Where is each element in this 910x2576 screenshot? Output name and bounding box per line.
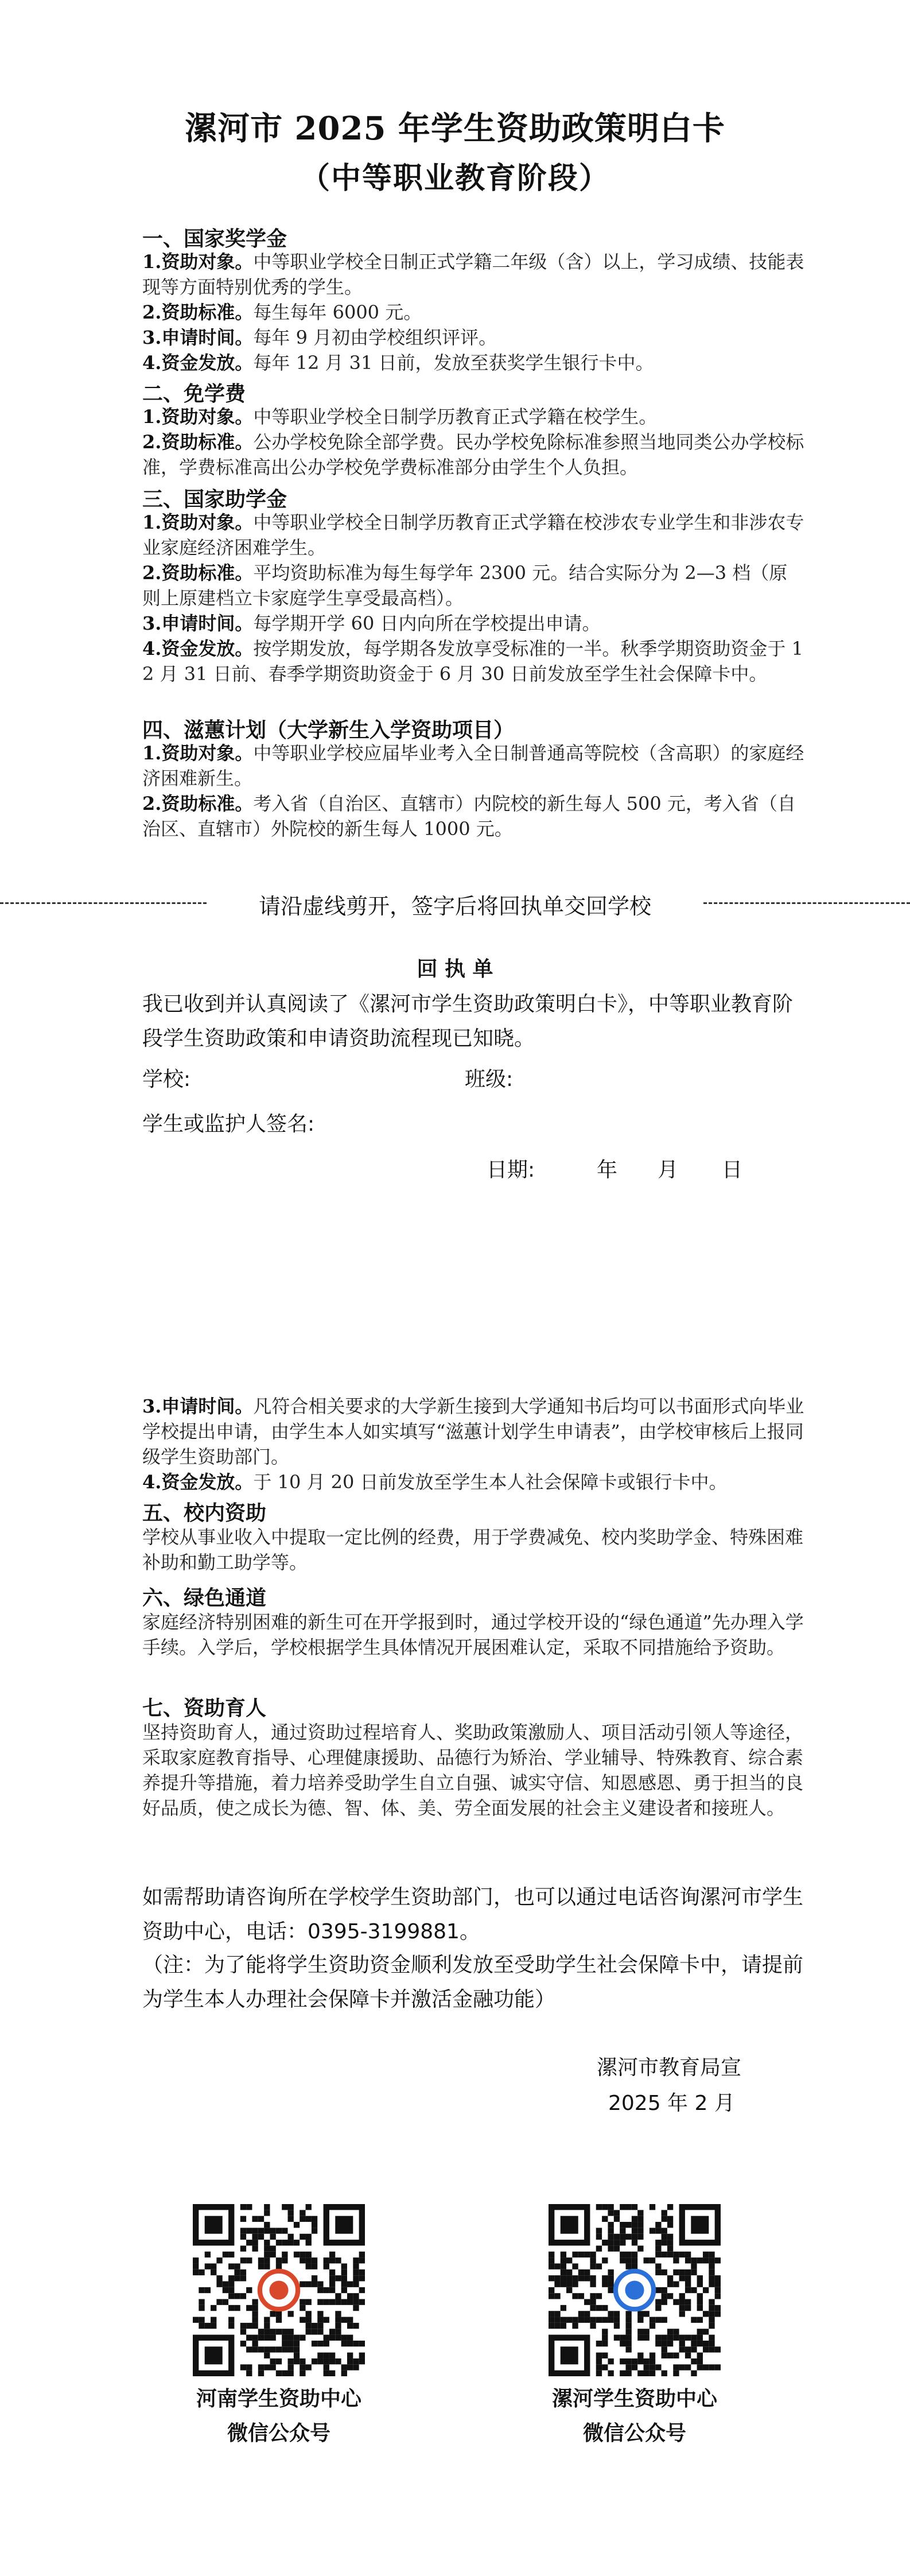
day-label: 日 [722,1158,743,1182]
item-text: 于 10 月 20 日前发放至学生本人社会保障卡或银行卡中。 [253,1471,728,1493]
item-label: 1.资助对象。 [142,251,254,273]
item-label: 1.资助对象。 [142,742,254,764]
policy-item [142,325,805,350]
section-heading-zihui-plan: 四、滋蕙计划（大学新生入学资助项目） [142,719,515,742]
item-label: 2.资助标准。 [142,301,254,323]
item-label: 2.资助标准。 [142,431,254,453]
policy-item [142,300,805,325]
qr-label-line1: 漯河学生资助中心 [551,2387,717,2411]
date-label: 日期: [487,1158,535,1182]
issuer: 漯河市教育局宣 [597,2056,742,2080]
cut-instruction: 请沿虚线剪开，签字后将回执单交回学校 [255,894,655,919]
qr-label-line2: 微信公众号 [227,2422,330,2445]
page-subtitle: （中等职业教育阶段） [300,161,610,196]
item-label: 1.资助对象。 [142,511,254,533]
qr-label-line1: 河南学生资助中心 [196,2387,361,2411]
contact-info: 如需帮助请咨询所在学校学生资助部门，也可以通过电话咨询漯河市学生资助中心，电话：0395-3199881。 [142,1886,804,1943]
section-heading-tuition-exemption: 二、免学费 [142,382,246,406]
item-label: 3.申请时间。 [142,327,254,348]
section-text: 家庭经济特别困难的新生可在开学报到时，通过学校开设的“绿色通道”先办理入学手续。入学后，学校根据学生具体情况开展困难认定，采取不同措施给予资助。 [142,1611,804,1658]
policy-item [142,636,805,686]
item-label: 4.资金发放。 [142,352,254,374]
section-heading-school-aid: 五、校内资助 [142,1502,267,1525]
item-text: 每年 12 月 31 日前，发放至获奖学生银行卡中。 [253,352,654,374]
qr-label-line2: 微信公众号 [582,2422,686,2445]
qr-label-henan [158,2382,399,2451]
month-label: 月 [658,1158,679,1182]
class-label: 班级: [465,1068,514,1091]
year-label: 年 [597,1158,618,1182]
policy-item [142,560,805,611]
item-label: 1.资助对象。 [142,406,254,428]
section-heading-national-grant: 三、国家助学金 [142,488,287,511]
policy-item [142,740,805,791]
section-text: 学校从事业收入中提取一定比例的经费，用于学费减免、校内奖助学金、特殊困难补助和勤工助学等。 [142,1526,804,1573]
policy-item [142,249,805,300]
issue-date: 2025 年 2 月 [608,2092,735,2115]
policy-item [142,429,805,480]
item-text: 凡符合相关要求的大学新生接到大学通知书后均可以书面形式向毕业学校提出申请，由学生本人如实填写“滋蕙计划学生申请表”，由学校审核后上报同级学生资助部门。 [142,1395,804,1468]
policy-item [142,510,805,560]
item-text: 中等职业学校全日制学历教育正式学籍在校涉农专业学生和非涉农专业家庭经济困难学生。 [142,511,804,558]
policy-item [142,404,805,429]
page-title: 漯河市 2025 年学生资助政策明白卡 [185,110,725,148]
section-heading-national-scholarship: 一、国家奖学金 [142,227,287,251]
item-text: 中等职业学校全日制正式学籍二年级（含）以上，学习成绩、技能表现等方面特别优秀的学生。 [142,251,804,298]
item-text: 考入省（自治区、直辖市）内院校的新生每人 500 元，考入省（自治区、直辖市）外院校的新生每人 1000 元。 [142,793,796,840]
item-text: 按学期发放，每学期各发放享受标准的一半。秋季学期资助资金于 12 月 31 日前、春季学期资助资金于 6 月 30 日前发放至学生社会保障卡中。 [142,638,803,685]
section-heading-green-channel: 六、绿色通道 [142,1586,267,1610]
policy-item [142,791,805,841]
item-text: 公办学校免除全部学费。民办学校免除标准参照当地同类公办学校标准，学费标准高出公办学校免学费标准部分由学生个人负担。 [142,431,804,478]
qr-code-icon [549,2204,721,2376]
policy-item [142,1469,805,1495]
policy-item [142,350,805,375]
item-text: 每生每年 6000 元。 [253,301,422,323]
cut-line [0,885,910,920]
item-label: 2.资助标准。 [142,793,254,814]
receipt-statement-text: 我已收到并认真阅读了《漯河市学生资助政策明白卡》，中等职业教育阶段学生资助政策和申请资助流程现已知晓。 [142,992,794,1050]
item-text: 每学期开学 60 日内向所在学校提出申请。 [253,612,601,634]
school-label: 学校: [142,1068,191,1091]
policy-item [142,1394,805,1469]
section-heading-aid-education: 七、资助育人 [142,1697,267,1720]
item-label: 2.资助标准。 [142,562,254,584]
item-text: 中等职业学校全日制学历教育正式学籍在校学生。 [253,406,658,428]
item-label: 3.申请时间。 [142,612,254,634]
qr-code-icon [193,2204,365,2376]
item-label: 3.申请时间。 [142,1395,254,1417]
signature-label: 学生或监护人签名: [142,1112,315,1136]
item-text: 平均资助标准为每生每学年 2300 元。结合实际分为 2—3 档（原则上原建档立卡家庭学生享受最高档）。 [142,562,788,609]
section-text: 坚持资助育人，通过资助过程培育人、奖助政策激励人、项目活动引领人等途径，采取家庭教育指导、心理健康援助、品德行为矫治、学业辅导、特殊教育、综合素养提升等措施，着力培养受助学生自立自强、诚实守信、知恩感恩、勇于担当的良好品质，使之成长为德、智、体、美、劳全面发展的社会主义建设者和接班人。 [142,1721,804,1819]
item-text: 每年 9 月初由学校组织评评。 [253,327,497,348]
item-label: 4.资金发放。 [142,638,254,659]
footnote: （注：为了能将学生资助资金顺利发放至受助学生社会保障卡中，请提前为学生本人办理社会保障卡并激活金融功能） [142,1953,804,2011]
qr-label-luohe [514,2382,755,2451]
item-text: 中等职业学校应届毕业考入全日制普通高等院校（含高职）的家庭经济困难新生。 [142,742,804,789]
item-label: 4.资金发放。 [142,1471,254,1493]
policy-item [142,611,805,636]
receipt-statement [142,987,808,1056]
receipt-title: 回 执 单 [417,957,493,981]
